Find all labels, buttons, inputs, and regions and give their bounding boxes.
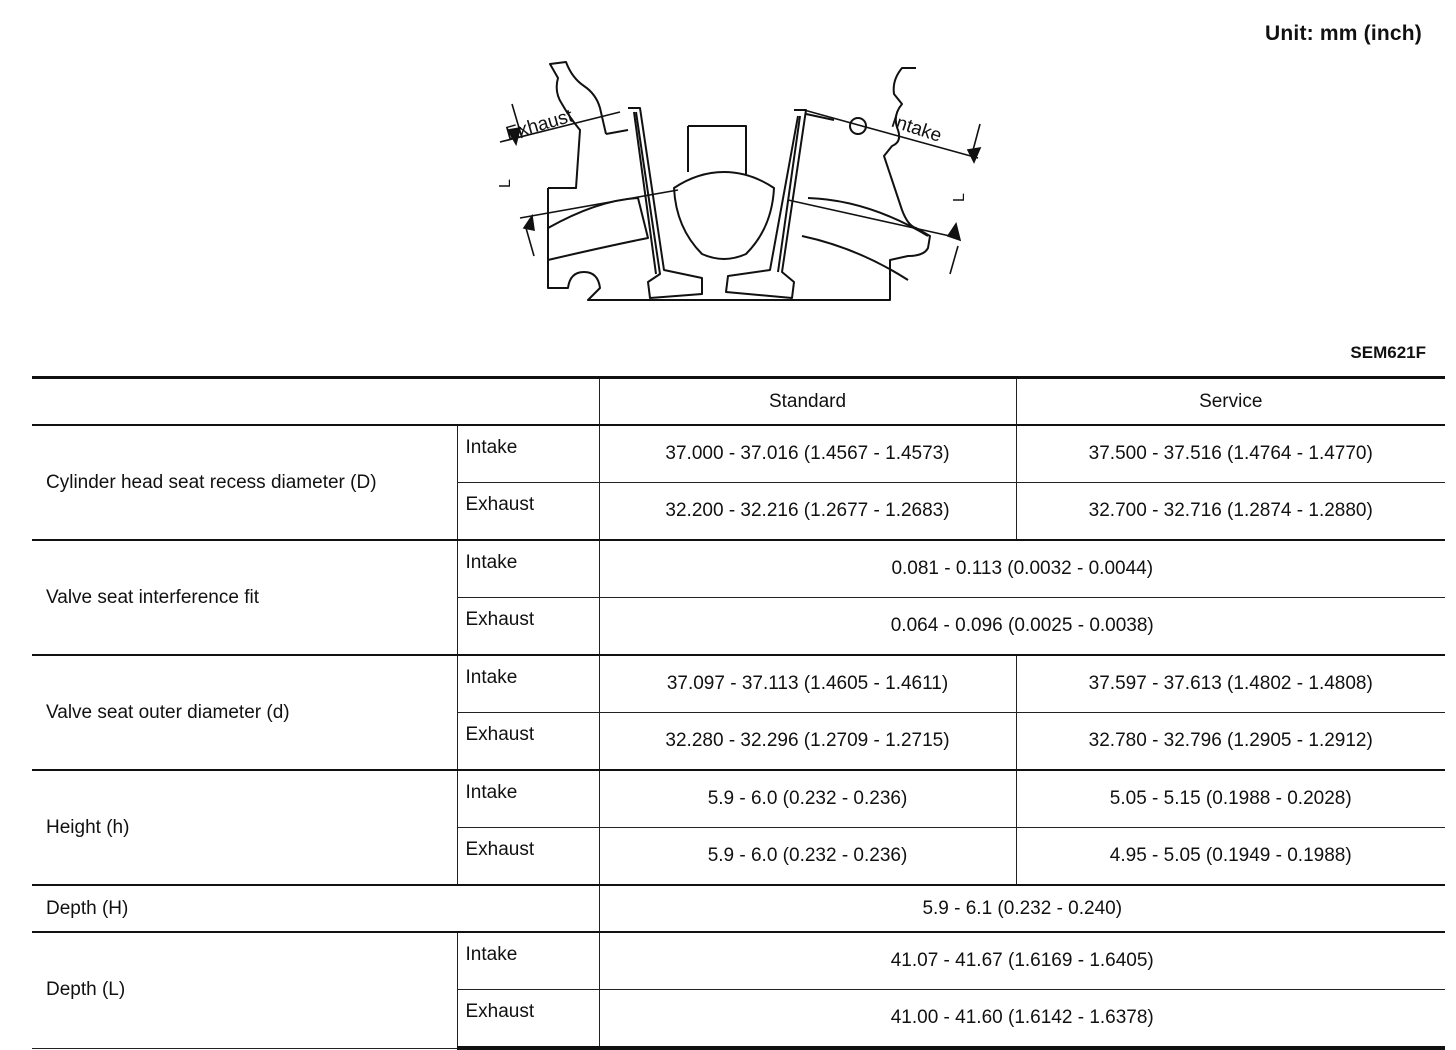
table-row <box>32 655 1445 713</box>
combustion-chamber <box>674 172 774 259</box>
header-standard: Standard <box>599 378 1016 426</box>
standard-value: 5.9 - 6.0 (0.232 - 0.236) <box>599 770 1016 828</box>
shared-value: 0.081 - 0.113 (0.0032 - 0.0044) <box>599 540 1445 598</box>
shared-value: 41.07 - 41.67 (1.6169 - 1.6405) <box>599 932 1445 990</box>
dimension-l-right: L <box>951 193 968 202</box>
intake-label: Intake <box>888 110 945 147</box>
row-item-label: Cylinder head seat recess diameter (D) <box>32 425 457 540</box>
standard-value: 32.280 - 32.296 (1.2709 - 1.2715) <box>599 713 1016 771</box>
valve-seat-spec-table <box>32 376 1445 1050</box>
figure-code: SEM621F <box>1350 343 1426 362</box>
dimension-l-left: L <box>497 179 514 188</box>
service-value: 4.95 - 5.05 (0.1949 - 0.1988) <box>1016 828 1445 886</box>
table-row <box>32 540 1445 598</box>
service-value: 32.780 - 32.796 (1.2905 - 1.2912) <box>1016 713 1445 771</box>
intake-port <box>802 198 928 280</box>
unit-label: Unit: mm (inch) <box>1265 22 1422 45</box>
standard-value: 5.9 - 6.0 (0.232 - 0.236) <box>599 828 1016 886</box>
cylinder-head-diagram <box>488 60 988 310</box>
row-sub-label: Exhaust <box>457 483 599 541</box>
shared-value: 5.9 - 6.1 (0.232 - 0.240) <box>599 885 1445 932</box>
service-value: 37.597 - 37.613 (1.4802 - 1.4808) <box>1016 655 1445 713</box>
row-sub-label: Intake <box>457 655 599 713</box>
row-sub-label: Intake <box>457 425 599 483</box>
row-sub-label: Exhaust <box>457 598 599 656</box>
row-sub-label: Exhaust <box>457 990 599 1049</box>
exhaust-port <box>548 198 648 260</box>
row-sub-label: Exhaust <box>457 828 599 886</box>
row-item-label: Depth (H) <box>32 885 599 932</box>
row-sub-label: Exhaust <box>457 713 599 771</box>
service-value: 5.05 - 5.15 (0.1988 - 0.2028) <box>1016 770 1445 828</box>
standard-value: 37.097 - 37.113 (1.4605 - 1.4611) <box>599 655 1016 713</box>
standard-value: 37.000 - 37.016 (1.4567 - 1.4573) <box>599 425 1016 483</box>
intake-valve <box>726 110 806 298</box>
row-item-label: Depth (L) <box>32 932 457 1048</box>
table-row <box>32 885 1445 932</box>
table-row <box>32 770 1445 828</box>
shared-value: 41.00 - 41.60 (1.6142 - 1.6378) <box>599 990 1445 1049</box>
header-row <box>32 378 1445 426</box>
row-sub-label: Intake <box>457 932 599 990</box>
head-body-outline <box>548 62 930 300</box>
header-blank <box>32 378 599 426</box>
row-sub-label: Intake <box>457 540 599 598</box>
row-item-label: Height (h) <box>32 770 457 885</box>
exhaust-label: Exhaust <box>503 105 576 145</box>
row-sub-label: Intake <box>457 770 599 828</box>
row-item-label: Valve seat interference fit <box>32 540 457 655</box>
table-row <box>32 425 1445 483</box>
row-item-label: Valve seat outer diameter (d) <box>32 655 457 770</box>
service-value: 37.500 - 37.516 (1.4764 - 1.4770) <box>1016 425 1445 483</box>
service-value: 32.700 - 32.716 (1.2874 - 1.2880) <box>1016 483 1445 541</box>
shared-value: 0.064 - 0.096 (0.0025 - 0.0038) <box>599 598 1445 656</box>
table-row <box>32 932 1445 990</box>
header-service: Service <box>1016 378 1445 426</box>
standard-value: 32.200 - 32.216 (1.2677 - 1.2683) <box>599 483 1016 541</box>
